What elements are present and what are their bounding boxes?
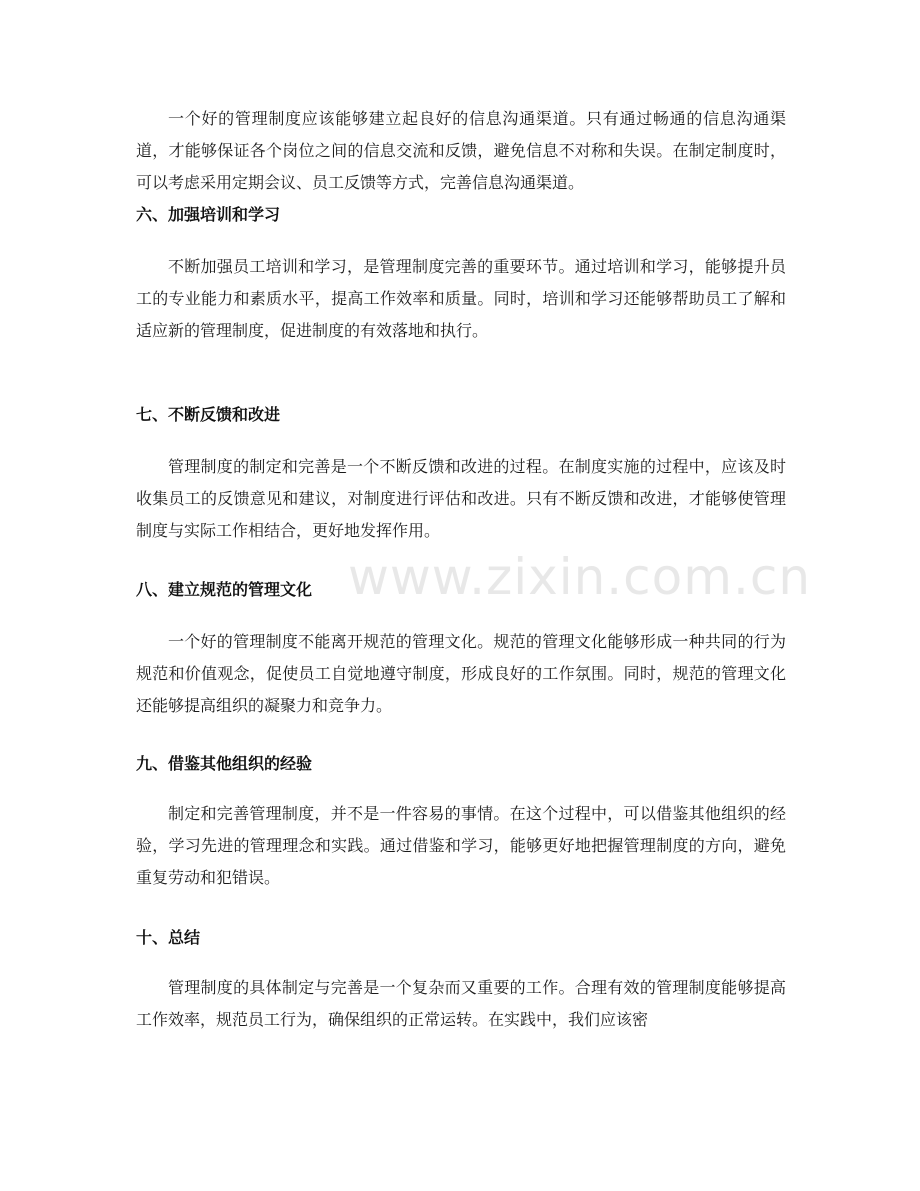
watermark: www.zixin.com.cn: [348, 548, 812, 606]
heading-feedback: 七、不断反馈和改进: [136, 405, 281, 424]
heading-culture: 八、建立规范的管理文化: [136, 580, 313, 599]
paragraph-feedback: 管理制度的制定和完善是一个不断反馈和改进的过程。在制度实施的过程中，应该及时收集员工的反馈意见和建议，对制度进行评估和改进。只有不断反馈和改进，才能够使管理制度与实际工作相结合，更好地发挥作用。: [136, 457, 786, 540]
heading-training: 六、加强培训和学习: [136, 205, 281, 224]
heading-summary: 十、总结: [136, 928, 201, 947]
paragraph-training: 不断加强员工培训和学习，是管理制度完善的重要环节。通过培训和学习，能够提升员工的专业能力和素质水平，提高工作效率和质量。同时，培训和学习还能够帮助员工了解和适应新的管理制度，促进制度的有效落地和执行。: [136, 257, 786, 340]
paragraph-information-channels: 一个好的管理制度应该能够建立起良好的信息沟通渠道。只有通过畅通的信息沟通渠道，才能够保证各个岗位之间的信息交流和反馈，避免信息不对称和失误。在制定制度时，可以考虑采用定期会议、员工反馈等方式，完善信息沟通渠道。: [136, 109, 786, 192]
paragraph-culture: 一个好的管理制度不能离开规范的管理文化。规范的管理文化能够形成一种共同的行为规范和价值观念，促使员工自觉地遵守制度，形成良好的工作氛围。同时，规范的管理文化还能够提高组织的凝聚力和竞争力。: [136, 632, 786, 715]
paragraph-summary: 管理制度的具体制定与完善是一个复杂而又重要的工作。合理有效的管理制度能够提高工作效率，规范员工行为，确保组织的正常运转。在实践中，我们应该密: [136, 978, 786, 1029]
heading-experience: 九、借鉴其他组织的经验: [136, 754, 313, 773]
paragraph-experience: 制定和完善管理制度，并不是一件容易的事情。在这个过程中，可以借鉴其他组织的经验，学习先进的管理理念和实践。通过借鉴和学习，能够更好地把握管理制度的方向，避免重复劳动和犯错误。: [136, 804, 786, 887]
